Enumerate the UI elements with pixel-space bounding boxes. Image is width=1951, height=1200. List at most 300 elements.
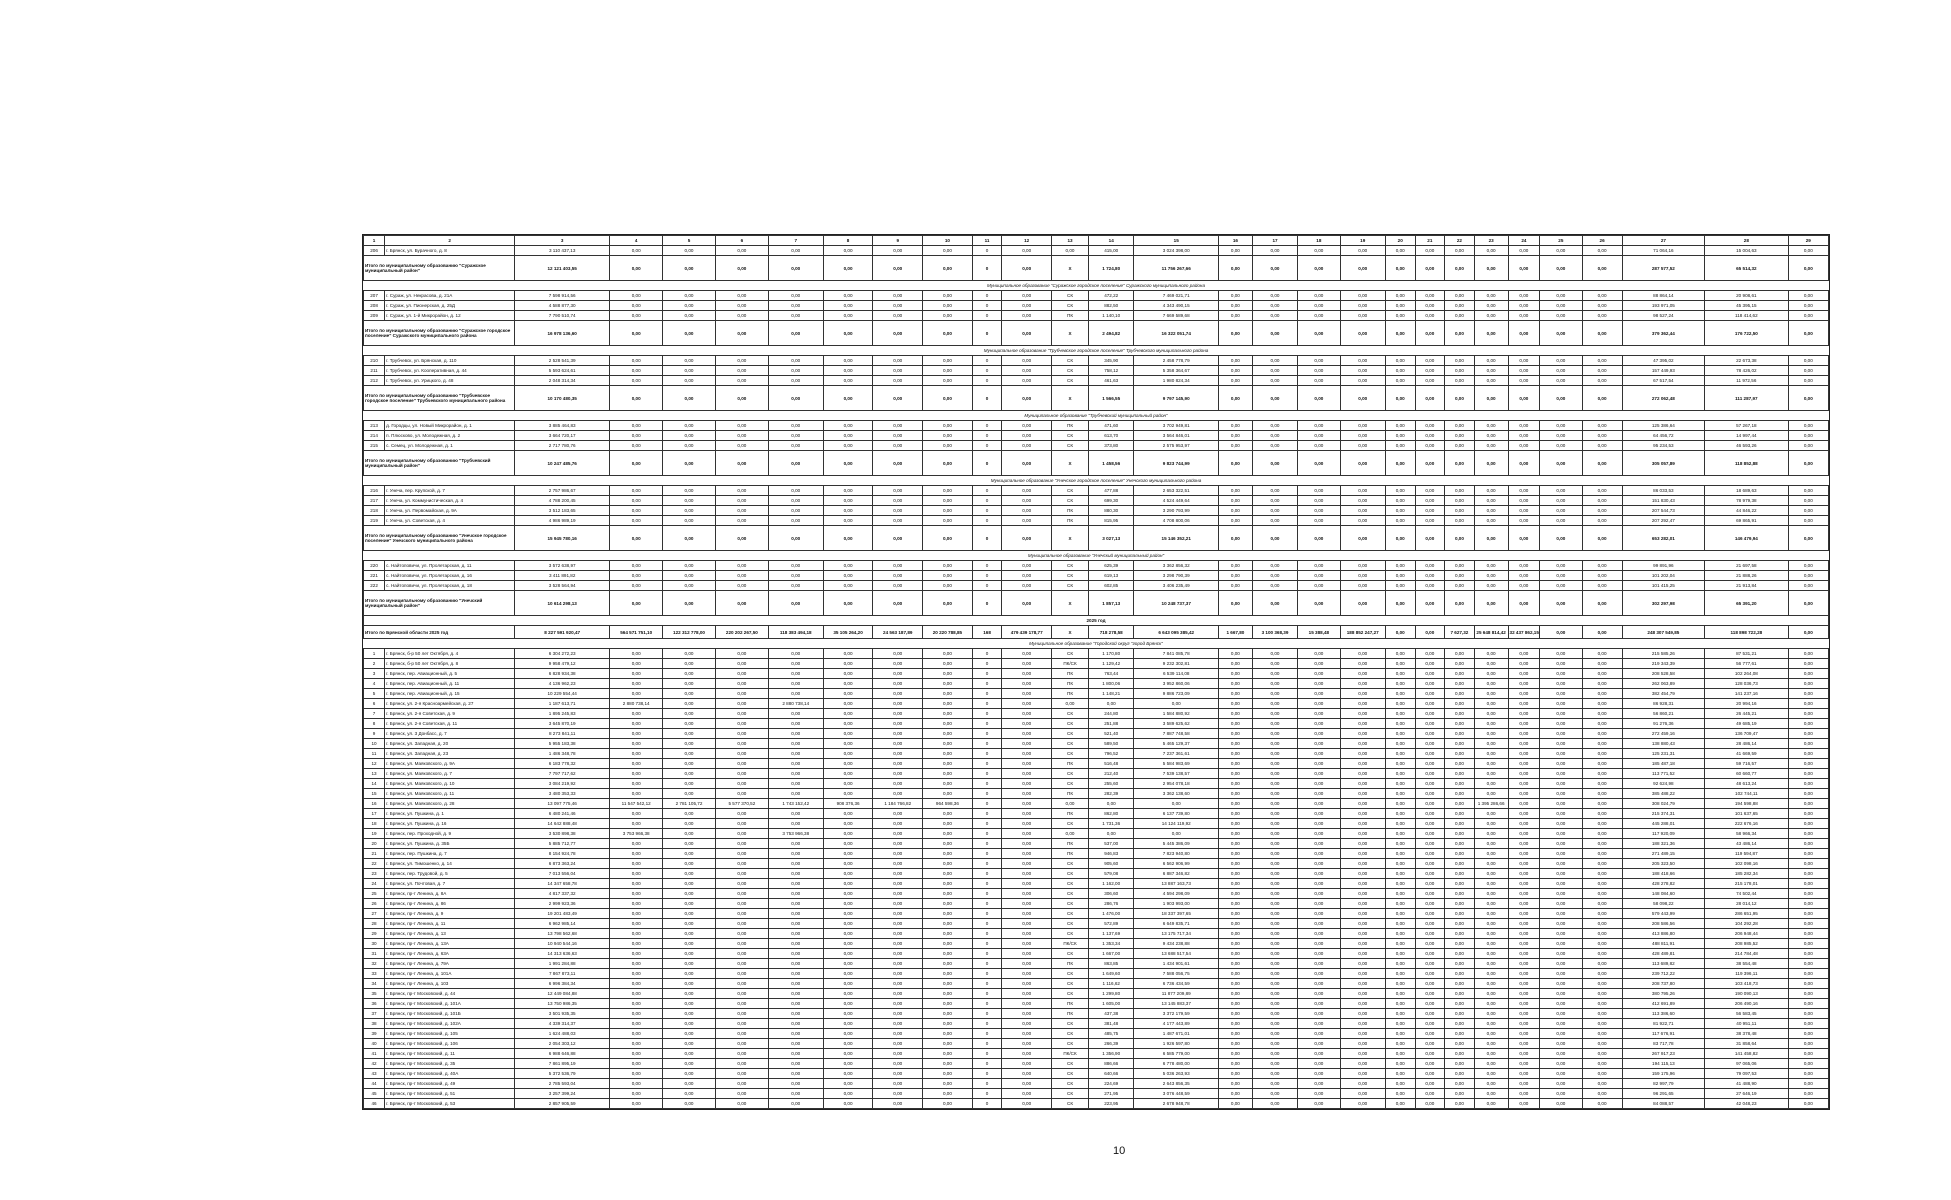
value-cell: 0,00	[1252, 819, 1297, 829]
value-cell: 0,00	[1508, 376, 1540, 386]
value-cell: 0,00	[923, 581, 973, 591]
total-cost-cell: 4 788 200,45	[515, 496, 610, 506]
value-cell: 0,00	[663, 829, 716, 839]
value-cell: 0,00	[1002, 809, 1052, 819]
value-cell: 0,00	[1445, 561, 1475, 571]
value-cell: 0,00	[923, 889, 973, 899]
value-cell: 0,00	[1540, 571, 1582, 581]
value-cell: 0,00	[1415, 779, 1445, 789]
value-cell: 0,00	[663, 301, 716, 311]
value-cell: 0,00	[1385, 759, 1415, 769]
value-cell: 40 951,11	[1705, 1019, 1789, 1029]
total-cost-cell: 2 757 986,67	[515, 486, 610, 496]
value-cell: 0,00	[715, 451, 768, 476]
value-cell: 0,00	[1445, 979, 1475, 989]
value-cell: 0,00	[1415, 1029, 1445, 1039]
value-cell: 471,60	[1089, 421, 1134, 431]
value-cell: 0,00	[1252, 649, 1297, 659]
value-cell: 0,00	[1582, 849, 1622, 859]
total-label: Итого по муниципальному образованию "Трубчевское городское поселение" Трубчевского муниципального района	[364, 386, 515, 411]
value-cell: 0,00	[1385, 1059, 1415, 1069]
value-cell: 117 920,09	[1622, 829, 1704, 839]
value-cell: 0,00	[823, 1059, 873, 1069]
row-number: 207	[364, 291, 385, 301]
value-cell: 0,00	[1540, 849, 1582, 859]
value-cell: 0	[972, 301, 1002, 311]
value-cell: 0,00	[823, 301, 873, 311]
value-cell: 0,00	[610, 441, 663, 451]
value-cell: 0,00	[1788, 669, 1828, 679]
value-cell: 11 756 267,66	[1134, 256, 1219, 281]
value-cell: 485,75	[1089, 1029, 1134, 1039]
value-cell: 0,00	[768, 1089, 823, 1099]
value-cell: 0,00	[1540, 1059, 1582, 1069]
value-cell: 0,00	[610, 719, 663, 729]
value-cell: 0,00	[1415, 999, 1445, 1009]
value-cell: 0,00	[1582, 649, 1622, 659]
value-cell: 862,80	[1089, 809, 1134, 819]
value-cell: 0,00	[1218, 679, 1252, 689]
value-cell: 0,00	[1445, 366, 1475, 376]
value-cell: 0,00	[823, 1019, 873, 1029]
value-cell: 5 358 364,67	[1134, 366, 1219, 376]
value-cell: 0,00	[715, 929, 768, 939]
value-cell: 190 090,13	[1705, 989, 1789, 999]
row-number: 10	[364, 739, 385, 749]
value-cell: 0,00	[1415, 591, 1445, 616]
address-cell: г. Брянск, ул. 2-я Советская, д. 9	[385, 709, 515, 719]
value-cell: 479 439 178,77	[1002, 626, 1052, 639]
value-cell: 0,00	[1582, 939, 1622, 949]
value-cell: 3 406 235,49	[1134, 581, 1219, 591]
value-cell: 0,00	[1298, 949, 1340, 959]
address-cell: г. Брянск, пр-т Ленина, д. 13А	[385, 939, 515, 949]
value-cell: 0,00	[1415, 256, 1445, 281]
value-cell: 0,00	[1002, 849, 1052, 859]
value-cell: 0,00	[1002, 301, 1052, 311]
table-row	[364, 709, 1829, 719]
value-cell: 0,00	[1540, 709, 1582, 719]
value-cell: 0,00	[1445, 1049, 1475, 1059]
value-cell: 0,00	[1415, 669, 1445, 679]
value-cell: 168	[972, 626, 1002, 639]
value-cell: 0,00	[1385, 709, 1415, 719]
value-cell: 0,00	[1340, 561, 1385, 571]
table-row	[364, 649, 1829, 659]
value-cell: 146 479,94	[1705, 526, 1789, 551]
value-cell: 0,00	[1540, 311, 1582, 321]
value-cell: 0	[972, 486, 1002, 496]
value-cell: 0,00	[923, 829, 973, 839]
value-cell: 0,00	[1474, 929, 1508, 939]
value-cell: 0,00	[663, 719, 716, 729]
value-cell: 15 146 352,21	[1134, 526, 1219, 551]
value-cell: 0,00	[1298, 749, 1340, 759]
value-cell: 0,00	[1445, 939, 1475, 949]
value-cell: 0,00	[1445, 999, 1475, 1009]
value-cell: 0,00	[1474, 386, 1508, 411]
value-cell: 0,00	[873, 516, 923, 526]
value-cell: 718 278,58	[1089, 626, 1134, 639]
value-cell: 1 395 286,66	[1474, 799, 1508, 809]
value-cell: 0,00	[1474, 1009, 1508, 1019]
value-cell: 0,00	[923, 311, 973, 321]
value-cell: 0,00	[715, 859, 768, 869]
value-cell: 0,00	[1052, 699, 1089, 709]
value-cell: 0,00	[823, 719, 873, 729]
value-cell: 0,00	[1252, 1049, 1297, 1059]
value-cell: ПК	[1052, 506, 1089, 516]
value-cell: 0,00	[873, 1059, 923, 1069]
value-cell: 0,00	[1340, 809, 1385, 819]
value-cell: 1 724,80	[1089, 256, 1134, 281]
value-cell: 0,00	[873, 1019, 923, 1029]
value-cell: 0,00	[1508, 431, 1540, 441]
value-cell: 0,00	[1788, 739, 1828, 749]
value-cell: 58 966,34	[1705, 829, 1789, 839]
table-row	[364, 769, 1829, 779]
value-cell: 2 494,82	[1089, 321, 1134, 346]
value-cell: 0,00	[1788, 879, 1828, 889]
total-cost-cell: 6 873 363,24	[515, 859, 610, 869]
value-cell: 0,00	[1445, 759, 1475, 769]
value-cell: 0,00	[1582, 321, 1622, 346]
value-cell: 0,00	[873, 839, 923, 849]
value-cell: 0,00	[1252, 669, 1297, 679]
value-cell: 880,30	[1089, 506, 1134, 516]
value-cell: 0,00	[823, 376, 873, 386]
table-row	[364, 431, 1829, 441]
value-cell: 0	[972, 526, 1002, 551]
value-cell: 0,00	[1252, 571, 1297, 581]
value-cell: 0	[972, 959, 1002, 969]
value-cell: 0,00	[1474, 291, 1508, 301]
value-cell: 0,00	[923, 386, 973, 411]
value-cell: 0	[972, 561, 1002, 571]
value-cell: 0,00	[1582, 451, 1622, 476]
value-cell: 0,00	[610, 909, 663, 919]
total-cost-cell: 8 154 924,78	[515, 849, 610, 859]
value-cell: ПК	[1052, 849, 1089, 859]
row-number: 38	[364, 1019, 385, 1029]
value-cell: 0,00	[1788, 291, 1828, 301]
value-cell: 0,00	[1582, 829, 1622, 839]
value-cell: 45 395,15	[1705, 301, 1789, 311]
value-cell: 0,00	[1218, 526, 1252, 551]
value-cell: 0,00	[1415, 1099, 1445, 1109]
value-cell: 103 418,73	[1705, 979, 1789, 989]
value-cell: 0,00	[1582, 366, 1622, 376]
value-cell: 0,00	[1340, 789, 1385, 799]
value-cell: 0,00	[715, 1059, 768, 1069]
value-cell: 0,00	[768, 376, 823, 386]
value-cell: 0,00	[923, 979, 973, 989]
value-cell: 0,00	[715, 899, 768, 909]
value-cell: 0,00	[768, 709, 823, 719]
value-cell: 0,00	[1788, 246, 1828, 256]
value-cell: 882,50	[1089, 301, 1134, 311]
value-cell: 0,00	[1474, 709, 1508, 719]
value-cell: 4 524 449,64	[1134, 496, 1219, 506]
value-cell: 11 972,56	[1705, 376, 1789, 386]
value-cell: 118 414,62	[1705, 311, 1789, 321]
value-cell: 0,00	[663, 729, 716, 739]
value-cell: 0,00	[1474, 311, 1508, 321]
value-cell: 97 065,06	[1705, 1059, 1789, 1069]
row-number: 219	[364, 516, 385, 526]
value-cell: СК	[1052, 929, 1089, 939]
value-cell: 0,00	[1474, 729, 1508, 739]
value-cell: 0,00	[1385, 1079, 1415, 1089]
value-cell: 0,00	[610, 1009, 663, 1019]
value-cell: 0,00	[873, 1099, 923, 1109]
value-cell: 0,00	[1582, 1009, 1622, 1019]
value-cell: 0,00	[610, 386, 663, 411]
value-cell: 0,00	[1385, 719, 1415, 729]
value-cell: 428 489,81	[1622, 949, 1704, 959]
value-cell: 0,00	[1415, 679, 1445, 689]
address-cell: г. Унеча, ул. Коммунистическая, д. 4	[385, 496, 515, 506]
table-row	[364, 679, 1829, 689]
value-cell: 0,00	[1582, 869, 1622, 879]
value-cell: 0,00	[1298, 246, 1340, 256]
value-cell: 286,76	[1089, 899, 1134, 909]
total-cost-cell: 2 857 905,59	[515, 1099, 610, 1109]
total-cost-cell: 4 588 877,30	[515, 301, 610, 311]
value-cell: 0	[972, 1029, 1002, 1039]
value-cell: 0,00	[1340, 829, 1385, 839]
table-row	[364, 561, 1829, 571]
value-cell: 0,00	[873, 1009, 923, 1019]
value-cell: 0,00	[663, 749, 716, 759]
value-cell: 0,00	[1298, 561, 1340, 571]
value-cell: 6 585 779,00	[1134, 1049, 1219, 1059]
value-cell: 0,00	[610, 689, 663, 699]
value-cell: 0,00	[1788, 839, 1828, 849]
value-cell: 0,00	[923, 1009, 973, 1019]
value-cell: 0,00	[1002, 969, 1052, 979]
value-cell: 0,00	[823, 496, 873, 506]
value-cell: 0,00	[1340, 451, 1385, 476]
value-cell: 0,00	[1218, 789, 1252, 799]
table-row	[364, 1019, 1829, 1029]
value-cell: 0,00	[768, 506, 823, 516]
value-cell: 0,00	[715, 496, 768, 506]
value-cell: 0,00	[1298, 451, 1340, 476]
row-number: 17	[364, 809, 385, 819]
value-cell: 0,00	[1252, 366, 1297, 376]
value-cell: 0,00	[923, 809, 973, 819]
value-cell: 0,00	[1445, 779, 1475, 789]
value-cell: 0,00	[1252, 376, 1297, 386]
value-cell: 0,00	[1474, 949, 1508, 959]
value-cell: 2 575 953,97	[1134, 441, 1219, 451]
value-cell: 0,00	[1508, 699, 1540, 709]
value-cell: 0,00	[1474, 581, 1508, 591]
value-cell: 0,00	[923, 591, 973, 616]
table-row	[364, 789, 1829, 799]
value-cell: ПК	[1052, 311, 1089, 321]
value-cell: 0,00	[1218, 689, 1252, 699]
address-cell: г. Брянск, ул. Пушкина, д. 1	[385, 809, 515, 819]
table-row	[364, 1049, 1829, 1059]
value-cell: 4 343 490,15	[1134, 301, 1219, 311]
address-cell: г. Сураж, ул. Пионерская, д. 25Д	[385, 301, 515, 311]
row-number: 42	[364, 1059, 385, 1069]
value-cell: 0,00	[1218, 849, 1252, 859]
value-cell: 0,00	[1252, 799, 1297, 809]
total-cost-cell: 15 945 780,16	[515, 526, 610, 551]
value-cell: 3 372 179,59	[1134, 1009, 1219, 1019]
value-cell: 119 594,87	[1705, 849, 1789, 859]
value-cell: 0,00	[768, 839, 823, 849]
value-cell: 0,00	[1002, 769, 1052, 779]
value-cell: 0,00	[873, 581, 923, 591]
value-cell: 185 487,18	[1622, 759, 1704, 769]
value-cell: 0,00	[823, 759, 873, 769]
value-cell: 0,00	[1508, 1089, 1540, 1099]
value-cell: 0,00	[663, 256, 716, 281]
value-cell: 9 797 145,90	[1134, 386, 1219, 411]
value-cell: 0,00	[1474, 759, 1508, 769]
address-cell: г. Брянск, ул. Маяковского, д. 28	[385, 799, 515, 809]
value-cell: 0,00	[1540, 859, 1582, 869]
value-cell: 0,00	[610, 1099, 663, 1109]
value-cell: 0,00	[768, 366, 823, 376]
value-cell: 0,00	[1252, 1009, 1297, 1019]
value-cell: 0,00	[1540, 506, 1582, 516]
total-label: Итого по муниципальному образованию "Унечский муниципальный район"	[364, 591, 515, 616]
value-cell: 0,00	[1582, 571, 1622, 581]
value-cell: 0,00	[768, 689, 823, 699]
value-cell: 0,00	[610, 879, 663, 889]
value-cell: 118 898 722,28	[1705, 626, 1789, 639]
value-cell: СК	[1052, 909, 1089, 919]
value-cell: 0,00	[1385, 729, 1415, 739]
value-cell: 0,00	[768, 1029, 823, 1039]
value-cell: 0,00	[1385, 451, 1415, 476]
value-cell: 0,00	[768, 581, 823, 591]
value-cell: 0	[972, 879, 1002, 889]
value-cell: 0,00	[1340, 571, 1385, 581]
year-label: 2025 год	[364, 616, 1829, 626]
value-cell: 0,00	[1540, 839, 1582, 849]
value-cell: 0,00	[1340, 1059, 1385, 1069]
value-cell: 0,00	[1415, 929, 1445, 939]
value-cell: 0,00	[1540, 591, 1582, 616]
value-cell: 0,00	[1540, 879, 1582, 889]
value-cell: 0,00	[1002, 561, 1052, 571]
value-cell: 0,00	[1298, 899, 1340, 909]
value-cell: 0,00	[768, 989, 823, 999]
value-cell: 0,00	[610, 659, 663, 669]
value-cell: 0,00	[1582, 591, 1622, 616]
value-cell: 0,00	[1385, 356, 1415, 366]
value-cell: СК	[1052, 739, 1089, 749]
value-cell: 0,00	[663, 1089, 716, 1099]
value-cell: 286 651,95	[1705, 909, 1789, 919]
value-cell: 0,00	[610, 496, 663, 506]
value-cell: 0,00	[663, 929, 716, 939]
value-cell: 0,00	[1002, 451, 1052, 476]
value-cell: 0,00	[1415, 581, 1445, 591]
value-cell: ПК	[1052, 959, 1089, 969]
column-header: 6	[715, 236, 768, 246]
value-cell: 2 880 738,14	[768, 699, 823, 709]
value-cell: 0,00	[873, 1049, 923, 1059]
value-cell: 0,00	[1002, 1029, 1052, 1039]
value-cell: 0	[972, 719, 1002, 729]
value-cell: 589,50	[1089, 739, 1134, 749]
total-cost-cell: 7 861 895,19	[515, 1059, 610, 1069]
value-cell: 119 396,11	[1705, 969, 1789, 979]
value-cell: 0,00	[1002, 1089, 1052, 1099]
value-cell: 0,00	[1340, 421, 1385, 431]
value-cell: 0,00	[1385, 869, 1415, 879]
value-cell: 0,00	[1218, 659, 1252, 669]
value-cell: 0,00	[1252, 311, 1297, 321]
value-cell: 0,00	[1415, 321, 1445, 346]
value-cell: 7 669 589,68	[1134, 311, 1219, 321]
value-cell: 0,00	[1340, 1029, 1385, 1039]
value-cell: СК	[1052, 989, 1089, 999]
value-cell: 91 276,36	[1622, 719, 1704, 729]
value-cell: 0,00	[1298, 506, 1340, 516]
value-cell: 0,00	[1474, 739, 1508, 749]
value-cell: ПК	[1052, 809, 1089, 819]
value-cell: 0,00	[1540, 1019, 1582, 1029]
value-cell: 0,00	[610, 291, 663, 301]
value-cell: 0,00	[610, 779, 663, 789]
value-cell: 0,00	[715, 1099, 768, 1109]
value-cell: 0,00	[1415, 719, 1445, 729]
value-cell: 0,00	[1298, 659, 1340, 669]
value-cell: 49 685,19	[1705, 719, 1789, 729]
column-header: 13	[1052, 236, 1089, 246]
value-cell: 0,00	[1002, 581, 1052, 591]
value-cell: 0,00	[1340, 591, 1385, 616]
value-cell: 56 583,45	[1705, 1009, 1789, 1019]
total-cost-cell: 4 136 962,23	[515, 679, 610, 689]
table-row	[364, 849, 1829, 859]
value-cell: 0,00	[1340, 739, 1385, 749]
value-cell: 640,66	[1089, 1069, 1134, 1079]
value-cell: 3 952 860,06	[1134, 679, 1219, 689]
value-cell: 22 673,38	[1705, 356, 1789, 366]
value-cell: 0,00	[1252, 591, 1297, 616]
value-cell: 43 486,14	[1705, 839, 1789, 849]
value-cell: 0,00	[768, 561, 823, 571]
value-cell: 81 922,71	[1622, 1019, 1704, 1029]
value-cell: 99 891,96	[1622, 561, 1704, 571]
value-cell: 2 954 078,18	[1134, 779, 1219, 789]
address-cell: г. Унеча, ул. Советская, д. 4	[385, 516, 515, 526]
value-cell: 0,00	[1474, 1049, 1508, 1059]
value-cell: 0,00	[663, 809, 716, 819]
value-cell: 0,00	[1002, 516, 1052, 526]
value-cell: 0,00	[1002, 999, 1052, 1009]
value-cell: 0,00	[1582, 879, 1622, 889]
row-number: 208	[364, 301, 385, 311]
value-cell: 0	[972, 759, 1002, 769]
total-cost-cell: 2 054 303,12	[515, 1039, 610, 1049]
value-cell: 0,00	[1415, 689, 1445, 699]
value-cell: 0,00	[663, 969, 716, 979]
value-cell: 0,00	[1788, 979, 1828, 989]
value-cell: 0,00	[1415, 739, 1445, 749]
address-cell: г. Унеча, пер. Крупской, д. 7	[385, 486, 515, 496]
total-cost-cell: 8 227 591 920,47	[515, 626, 610, 639]
